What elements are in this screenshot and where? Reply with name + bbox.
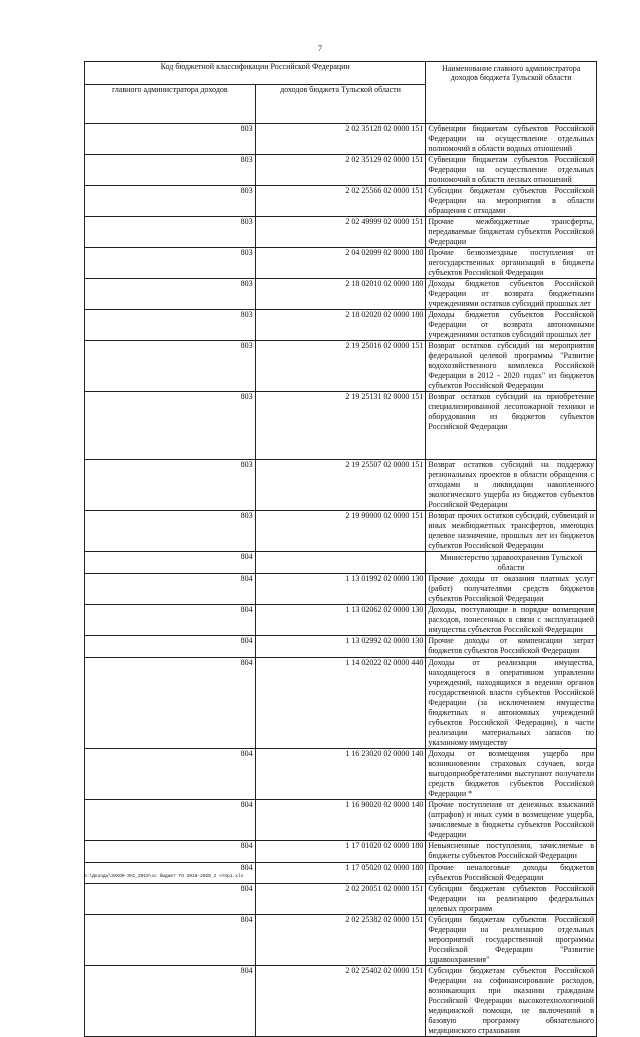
- income-name: Доходы бюджетов субъектов Российской Федерации от возврата бюджетными учреждениями остатков субсидий прошлых лет: [426, 279, 597, 310]
- table-row: [85, 841, 597, 863]
- income-code: 2 02 35129 02 0000 151: [255, 155, 426, 186]
- table-row: [85, 574, 597, 605]
- income-code: 2 19 25507 02 0000 151: [255, 460, 426, 511]
- income-code: 2 02 25382 02 0000 151: [255, 915, 426, 966]
- file-path-footer: G:\Доходы\ЗАКОН-ЗАС_2019\ос бюджет ТО 2018-2020_2 чтпр1.xls: [84, 874, 244, 879]
- admin-header: главного администратора доходов: [85, 85, 256, 124]
- income-code: 1 16 23020 02 0000 140: [255, 749, 426, 800]
- admin-code: 804: [85, 574, 256, 605]
- table-row: [85, 460, 597, 511]
- income-name: Возврат остатков субсидий на поддержку региональных проектов в области обращения с отходами и ликвидации накопленного экологического ущерба из бюджетов субъектов Российской Федерации: [426, 460, 597, 511]
- admin-code: 803: [85, 217, 256, 248]
- income-name: Прочие межбюджетные трансферты, передаваемые бюджетам субъектов Российской Федерации: [426, 217, 597, 248]
- page-number: 7: [318, 44, 322, 53]
- income-classification-table: [84, 61, 597, 1037]
- ministry-name: Министерство здравоохранения Тульской области: [426, 552, 597, 574]
- admin-code: 804: [85, 605, 256, 636]
- income-code: 2 02 20051 02 0000 151: [255, 884, 426, 915]
- admin-code: 803: [85, 155, 256, 186]
- income-name: Возврат остатков субсидий на мероприятия федеральной целевой программы "Развитие водохозяйственного комплекса Российской Федерации в 2012 - 2020 годах" из бюджетов субъектов Российской Федерации: [426, 341, 597, 392]
- table-row: [85, 279, 597, 310]
- income-name: Доходы от реализации имущества, находящегося в оперативном управлении учреждений, находящихся в ведении органов государственной власти субъектов Российской Федерации (за исключением имущества бюджетных и автономных учреждений субъектов Российской Федерации), в части реализации материальных запасов по указанному имуществу: [426, 658, 597, 749]
- table-row: [85, 155, 597, 186]
- table-row: [85, 800, 597, 841]
- admin-code: 804: [85, 636, 256, 658]
- admin-code: 803: [85, 186, 256, 217]
- admin-code: 803: [85, 248, 256, 279]
- name-header: Наименование главного администратора доходов бюджета Тульской области: [426, 62, 597, 124]
- income-name: Субсидии бюджетам субъектов Российской Федерации на реализацию отдельных мероприятий государственной программы Российской Федерации "Развитие здравоохранения": [426, 915, 597, 966]
- admin-code: 804: [85, 749, 256, 800]
- admin-code: 803: [85, 310, 256, 341]
- income-name: Субсидии бюджетам субъектов Российской Федерации на реализацию федеральных целевых программ: [426, 884, 597, 915]
- table-row: [85, 863, 597, 884]
- admin-code: 804: [85, 552, 256, 574]
- table-row: [85, 658, 597, 749]
- table-row: [85, 511, 597, 552]
- income-code: 2 19 25016 02 0000 151: [255, 341, 426, 392]
- admin-code: 804: [85, 841, 256, 863]
- income-name: Невыясненные поступления, зачисляемые в бюджеты субъектов Российской Федерации: [426, 841, 597, 863]
- income-code: 2 02 25566 02 0000 151: [255, 186, 426, 217]
- admin-code: 803: [85, 124, 256, 155]
- income-name: Возврат прочих остатков субсидий, субвенций и иных межбюджетных трансфертов, имеющих целевое назначение, прошлых лет из бюджетов субъектов Российской Федерации: [426, 511, 597, 552]
- income-code: 1 17 05020 02 0000 180: [255, 863, 426, 884]
- income-code: 1 17 01020 02 0000 180: [255, 841, 426, 863]
- admin-code: 804: [85, 800, 256, 841]
- income-name: Прочие доходы от компенсации затрат бюджетов субъектов Российской Федерации: [426, 636, 597, 658]
- table-row: [85, 966, 597, 1037]
- income-code: [255, 552, 426, 574]
- income-code: 2 18 02020 02 0000 180: [255, 310, 426, 341]
- table-row: [85, 217, 597, 248]
- table-row: [85, 636, 597, 658]
- table-row: [85, 186, 597, 217]
- admin-code: 804: [85, 658, 256, 749]
- income-code: 1 14 02022 02 0000 440: [255, 658, 426, 749]
- table-row: [85, 341, 597, 392]
- income-code: 1 13 02062 02 0000 130: [255, 605, 426, 636]
- table-row: [85, 552, 597, 574]
- income-header: доходов бюджета Тульской области: [255, 85, 426, 124]
- table-row: [85, 605, 597, 636]
- table-row: [85, 915, 597, 966]
- admin-code: 804: [85, 966, 256, 1037]
- table-row: [85, 124, 597, 155]
- income-name: Субвенции бюджетам субъектов Российской Федерации на осуществление отдельных полномочий в области лесных отношений: [426, 155, 597, 186]
- income-name: Субвенции бюджетам субъектов Российской Федерации на осуществление отдельных полномочий в области водных отношений: [426, 124, 597, 155]
- code-header: Код бюджетной классификации Российской Федерации: [85, 62, 426, 85]
- income-name: Прочие безвозмездные поступления от негосударственных организаций в бюджеты субъектов Российской Федерации: [426, 248, 597, 279]
- income-name: Доходы от возмещения ущерба при возникновении страховых случаев, когда выгодоприобретателями выступают получатели средств бюджетов субъектов Российской Федерации *: [426, 749, 597, 800]
- income-code: 2 02 35128 02 0000 151: [255, 124, 426, 155]
- income-code: 2 18 02010 02 0000 180: [255, 279, 426, 310]
- income-code: 1 13 01992 02 0000 130: [255, 574, 426, 605]
- admin-code: 804: [85, 915, 256, 966]
- table-row: [85, 884, 597, 915]
- income-code: 1 16 90020 02 0000 140: [255, 800, 426, 841]
- income-code: 1 13 02992 02 0000 130: [255, 636, 426, 658]
- income-name: Доходы бюджетов субъектов Российской Федерации от возврата автономными учреждениями остатков субсидий прошлых лет: [426, 310, 597, 341]
- table-row: [85, 248, 597, 279]
- table-row: [85, 749, 597, 800]
- income-name: Субсидии бюджетам субъектов Российской Федерации на софинансирование расходов, возникающих при оказании гражданам Российской Федерации высокотехнологичной медицинской помощи, не включенной в базовую программу обязательного медицинского страхования: [426, 966, 597, 1037]
- income-name: Прочие доходы от оказания платных услуг (работ) получателями средств бюджетов субъектов Российской Федерации: [426, 574, 597, 605]
- table-body: [85, 124, 597, 1037]
- admin-code: 804: [85, 863, 256, 884]
- admin-code: 803: [85, 279, 256, 310]
- admin-code: 803: [85, 341, 256, 392]
- income-name: Доходы, поступающие в порядке возмещения расходов, понесенных в связи с эксплуатацией имущества субъектов Российской Федерации: [426, 605, 597, 636]
- income-code: 2 04 02099 02 0000 180: [255, 248, 426, 279]
- income-name: Прочие поступления от денежных взысканий (штрафов) и иных сумм в возмещение ущерба, зачисляемые в бюджеты субъектов Российской Федерации: [426, 800, 597, 841]
- income-code: 2 02 49999 02 0000 151: [255, 217, 426, 248]
- table-row: [85, 310, 597, 341]
- admin-code: 803: [85, 392, 256, 460]
- income-code: 2 19 90000 02 0000 151: [255, 511, 426, 552]
- income-name: Возврат остатков субсидий на приобретение специализированной лесопожарной техники и оборудования из бюджетов субъектов Российской Федерации: [426, 392, 597, 460]
- admin-code: 803: [85, 460, 256, 511]
- income-name: Прочие неналоговые доходы бюджетов субъектов Российской Федерации: [426, 863, 597, 884]
- income-code: 2 02 25402 02 0000 151: [255, 966, 426, 1037]
- admin-code: 804: [85, 884, 256, 915]
- admin-code: 803: [85, 511, 256, 552]
- income-code: 2 19 25131 02 0000 151: [255, 392, 426, 460]
- table-row: [85, 392, 597, 460]
- income-name: Субсидии бюджетам субъектов Российской Федерации на мероприятия в области обращения с отходами: [426, 186, 597, 217]
